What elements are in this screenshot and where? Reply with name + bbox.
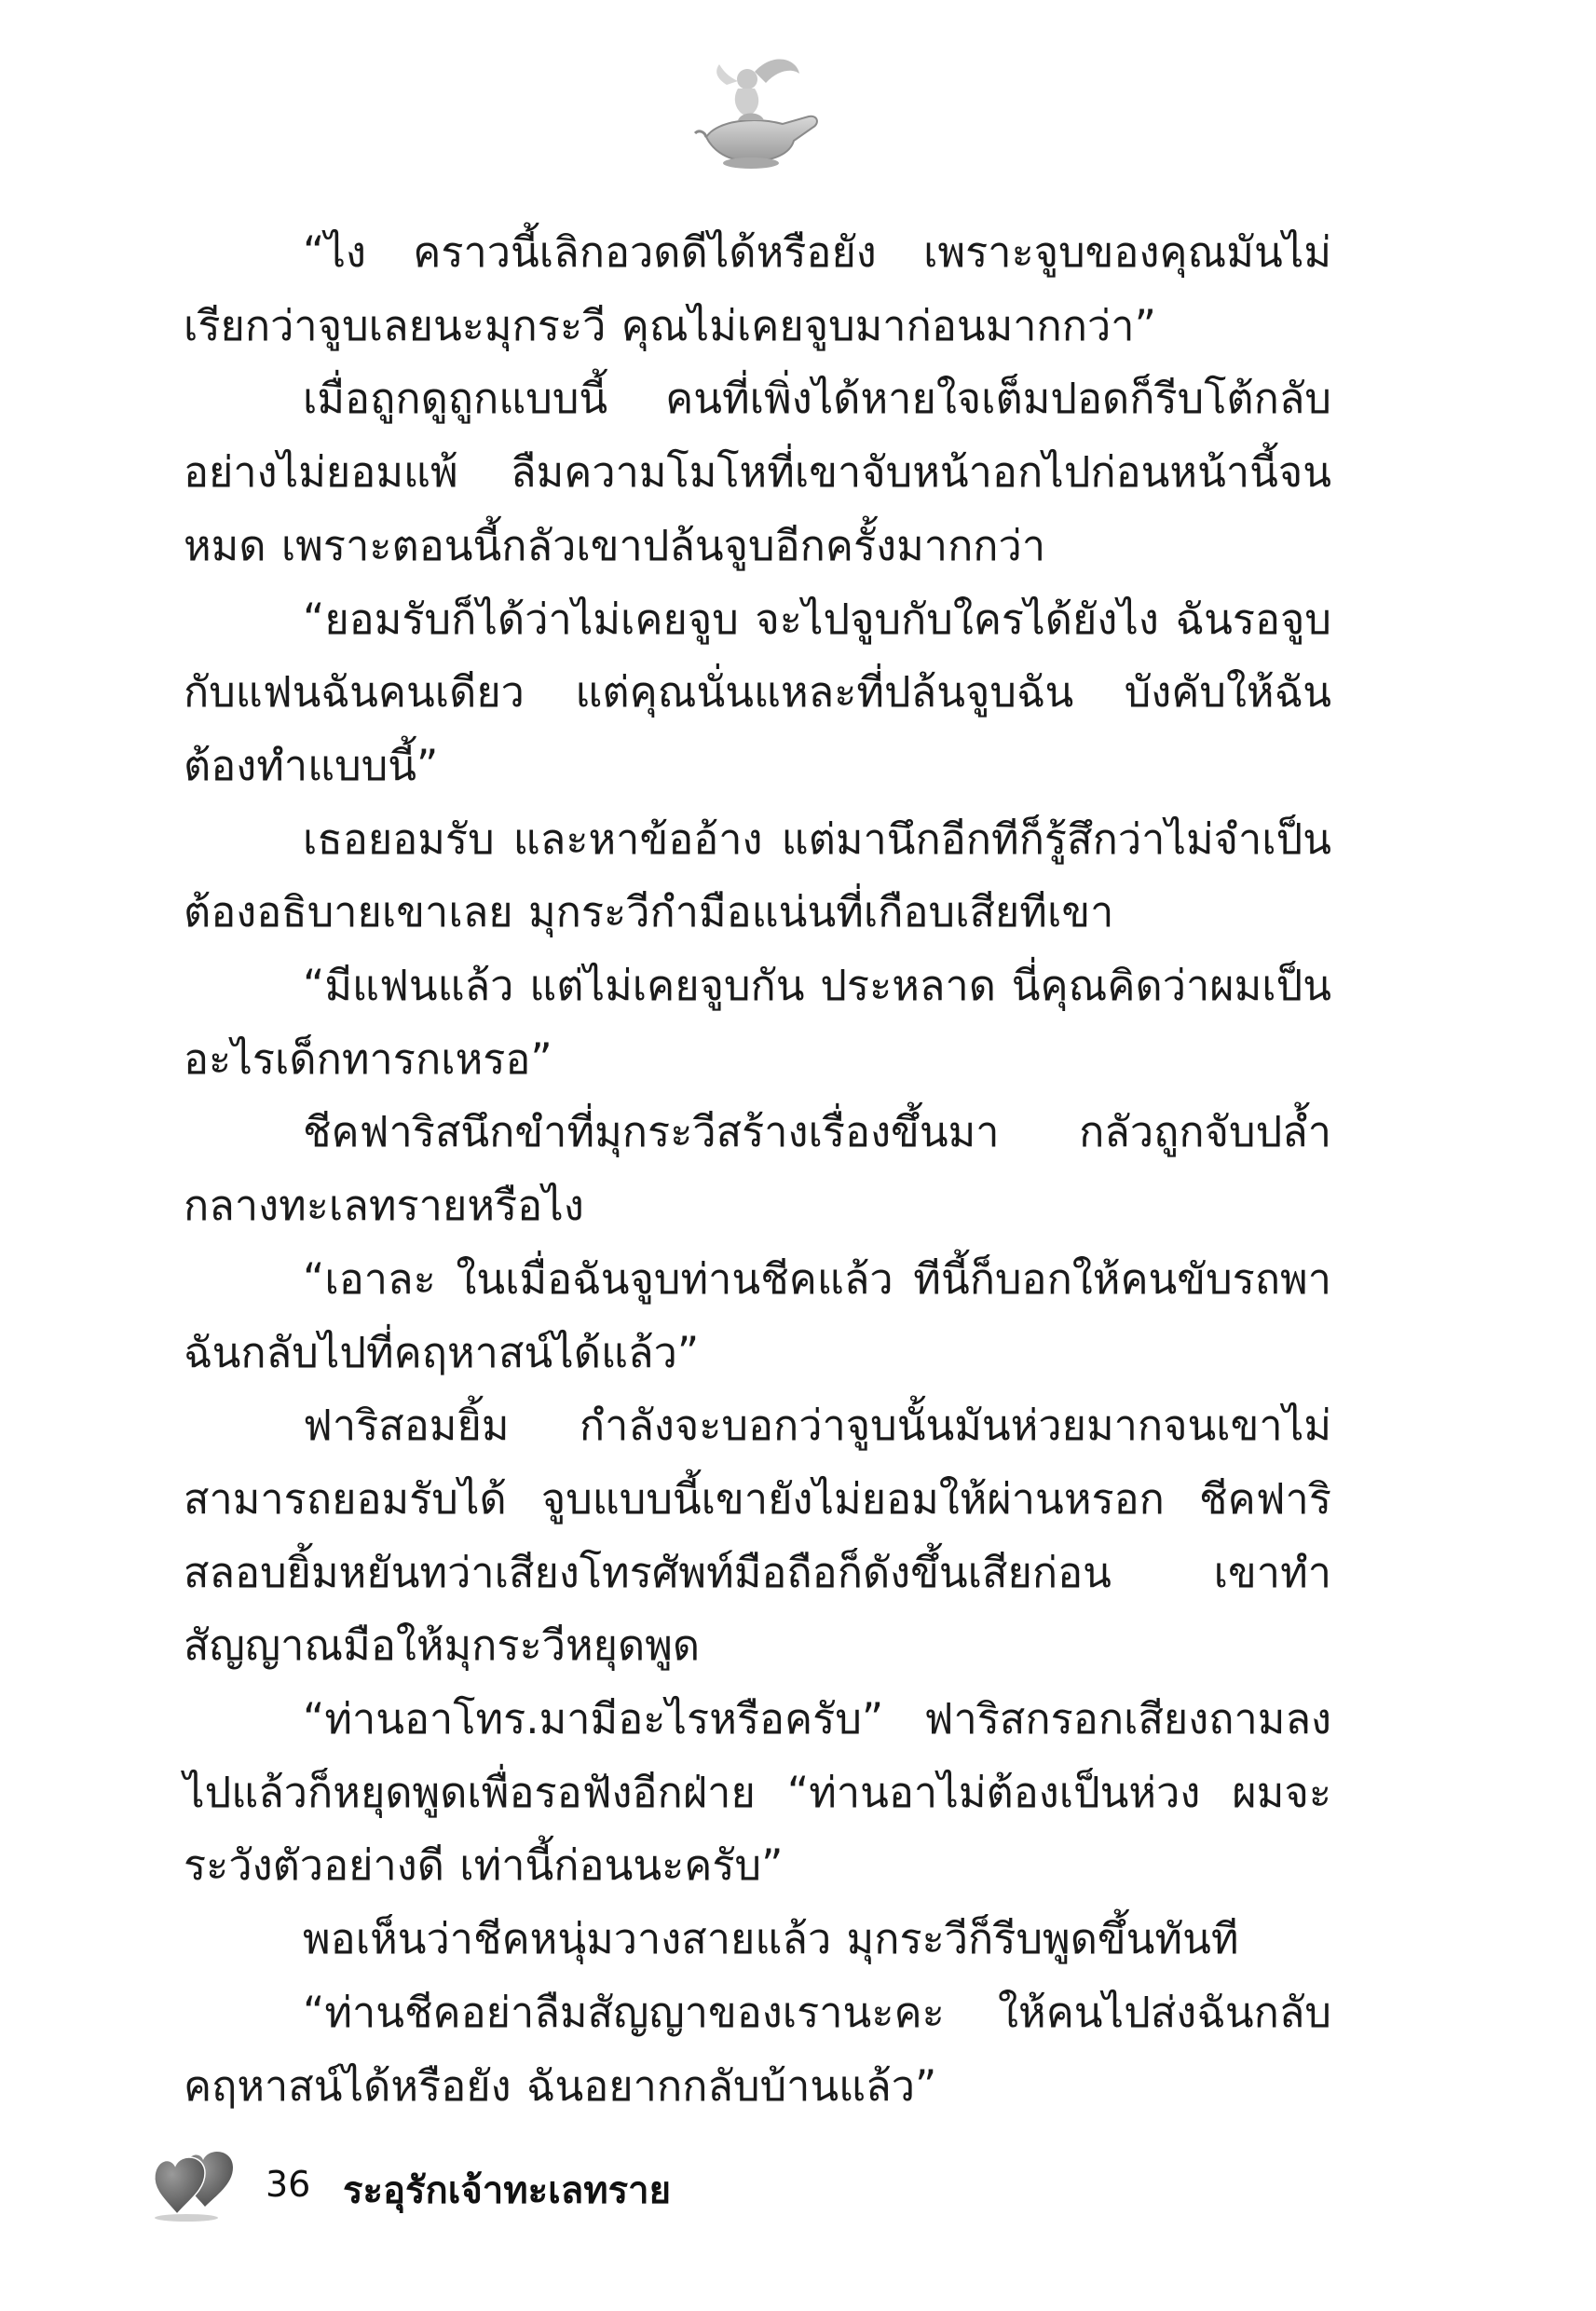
paragraph: ฟาริสอมยิ้ม กำลังจะบอกว่าจูบนั้นมันห่วยมากจนเขาไม่สามารถยอมรับได้ จูบแบบนี้เขายังไม่ยอมให้ผ่านหรอก ชีคฟาริสลอบยิ้มหยันทว่าเสียงโทรศัพท์มือถือก็ดังขึ้นเสียก่อน เขาทำสัญญาณมือให้มุกระวีหยุดพูด: [184, 1401, 1331, 1671]
body-text: [184, 216, 1331, 2123]
page-footer: [149, 2143, 894, 2227]
paragraph: “มีแฟนแล้ว แต่ไม่เคยจูบกัน ประหลาด นี่คุณคิดว่าผมเป็นอะไรเด็กทารกเหรอ”: [184, 961, 1331, 1084]
paragraph: “ไง คราวนี้เลิกอวดดีได้หรือยัง เพราะจูบของคุณมันไม่เรียกว่าจูบเลยนะมุกระวี คุณไม่เคยจูบมาก่อนมากกว่า”: [184, 227, 1331, 350]
paragraph: เธอยอมรับ และหาข้ออ้าง แต่มานึกอีกทีก็รู้สึกว่าไม่จำเป็นต้องอธิบายเขาเลย มุกระวีกำมือแน่นที่เกือบเสียทีเขา: [184, 814, 1331, 937]
paragraph: ชีคฟาริสนึกขำที่มุกระวีสร้างเรื่องขึ้นมา กลัวถูกจับปล้ำกลางทะเลทรายหรือไง: [184, 1107, 1331, 1231]
genie-lamp-icon: [689, 51, 829, 172]
paragraph: เมื่อถูกดูถูกแบบนี้ คนที่เพิ่งได้หายใจเต็มปอดก็รีบโต้กลับอย่างไม่ยอมแพ้ ลืมความโมโหที่เขาจับหน้าอกไปก่อนหน้านี้จนหมด เพราะตอนนี้กลัวเขาปล้นจูบอีกครั้งมากกว่า: [184, 374, 1331, 570]
paragraph: “ท่านชีคอย่าลืมสัญญาของเรานะคะ ให้คนไปส่งฉันกลับคฤหาสน์ได้หรือยัง ฉันอยากกลับบ้านแล้ว”: [184, 1987, 1331, 2111]
paragraph: “เอาละ ในเมื่อฉันจูบท่านชีคแล้ว ทีนี้ก็บอกให้คนขับรถพาฉันกลับไปที่คฤหาสน์ได้แล้ว”: [184, 1253, 1331, 1377]
book-title: ระอุรักเจ้าทะเลทราย: [343, 2169, 672, 2212]
two-hearts-icon: [149, 2143, 239, 2223]
page-number: 36: [266, 2164, 311, 2205]
paragraph: “ยอมรับก็ได้ว่าไม่เคยจูบ จะไปจูบกับใครได้ยังไง ฉันรอจูบกับแฟนฉันคนเดียว แต่คุณนั่นแหละที่ปล้นจูบฉัน บังคับให้ฉันต้องทำแบบนี้”: [184, 594, 1331, 790]
paragraph: พอเห็นว่าชีคหนุ่มวางสายแล้ว มุกระวีก็รีบพูดขึ้นทันที: [303, 1914, 1239, 1964]
paragraph: “ท่านอาโทร.มามีอะไรหรือครับ” ฟาริสกรอกเสียงถามลงไปแล้วก็หยุดพูดเพื่อรอฟังอีกฝ่าย “ท่านอาไม่ต้องเป็นห่วง ผมจะระวังตัวอย่างดี เท่านี้ก่อนนะครับ”: [184, 1694, 1331, 1891]
